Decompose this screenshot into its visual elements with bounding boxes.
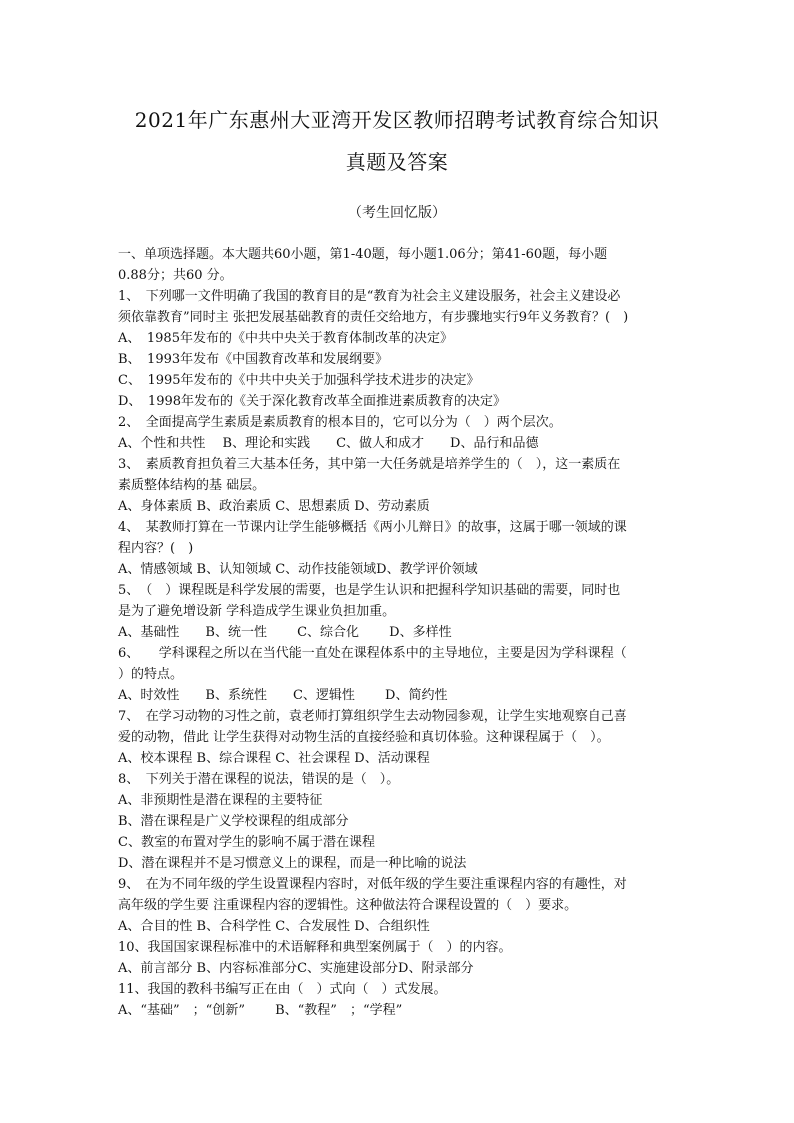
text-line: B、 1993年发布《中国教育改革和发展纲要》 xyxy=(118,352,389,367)
text-line: A、“基础” ；“创新” B、“教程” ；“学程” xyxy=(118,1003,403,1018)
text-line: 9、 在为不同年级的学生设置课程内容时，对低年级的学生要注重课程内容的有趣性，对 xyxy=(118,877,627,892)
text-line: 素质整体结构的基 础层。 xyxy=(118,478,266,493)
text-line: A、情感领域 B、认知领域 C、动作技能领域D、教学评价领域 xyxy=(118,562,478,577)
text-line: 一、单项选择题。本大题共60小题，第1-40题，每小题1.06分；第41-60题，每小题 xyxy=(118,247,608,262)
text-line: 5、 （ ）课程既是科学发展的需要，也是学生认识和把握科学知识基础的需要，同时也 xyxy=(118,583,621,598)
document-body xyxy=(118,244,678,1021)
text-line: 1、 下列哪一文件明确了我国的教育目的是“教育为社会主义建设服务，社会主义建设必 xyxy=(118,289,621,304)
text-line: A、校本课程 B、综合课程 C、社会课程 D、活动课程 xyxy=(118,751,430,766)
text-line: A、合目的性 B、合科学性 C、合发展性 D、合组织性 xyxy=(118,919,430,934)
text-line: A、 1985年发布的《中共中央关于教育体制改革的决定》 xyxy=(118,331,453,346)
text-line: B、潜在课程是广义学校课程的组成部分 xyxy=(118,814,349,829)
document-title-line-2: 真题及答案 xyxy=(345,150,449,174)
text-line: 0.88分；共60 分。 xyxy=(118,268,233,283)
text-line: 10、我国国家课程标准中的术语解释和典型案例属于（ ）的内容。 xyxy=(118,940,512,955)
text-line: A、基础性 B、统一性 C、综合化 D、多样性 xyxy=(118,625,452,640)
text-line: 高年级的学生要 注重课程内容的逻辑性。这种做法符合课程设置的（ ）要求。 xyxy=(118,898,578,913)
document-subtitle: （考生回忆版） xyxy=(348,205,446,221)
text-line: 11、我国的教科书编写正在由（ ）式向（ ）式发展。 xyxy=(118,982,447,997)
text-line: 是为了避免增设新 学科造成学生课业负担加重。 xyxy=(118,604,396,619)
text-line: 7、 在学习动物的习性之前，袁老师打算组织学生去动物园参观，让学生实地观察自己喜 xyxy=(118,709,627,724)
text-line: 4、 某教师打算在一节课内让学生能够概括《两小儿辩日》的故事，这属于哪一领域的课 xyxy=(118,520,627,535)
text-line: 2、 全面提高学生素质是素质教育的根本目的，它可以分为（ ）两个层次。 xyxy=(118,415,562,430)
text-line: 程内容？( ) xyxy=(118,541,194,556)
text-line: A、身体素质 B、政治素质 C、思想素质 D、劳动素质 xyxy=(118,499,430,514)
text-line: 爱的动物，借此 让学生获得对动物生活的直接经验和真切体验。这种课程属于（ ）。 xyxy=(118,730,610,745)
document-title-line-1: 2021年广东惠州大亚湾开发区教师招聘考试教育综合知识 xyxy=(134,108,660,132)
text-line: A、时效性 B、系统性 C、逻辑性 D、简约性 xyxy=(118,688,448,703)
text-line: C、 1995年发布的《中共中央关于加强科学技术进步的决定》 xyxy=(118,373,480,388)
text-line: 3、 素质教育担负着三大基本任务，其中第一大任务就是培养学生的（ ），这一素质在 xyxy=(118,457,621,472)
text-line: A、非预期性是潜在课程的主要特征 xyxy=(118,793,323,808)
text-line: 6、 学科课程之所以在当代能一直处在课程体系中的主导地位，主要是因为学科课程（ xyxy=(118,646,627,661)
text-line: C、教室的布置对学生的影响不属于潜在课程 xyxy=(118,835,375,850)
text-line: ）的特点。 xyxy=(118,667,184,682)
text-line: A、前言部分 B、内容标准部分C、实施建设部分D、附录部分 xyxy=(118,961,474,976)
text-line: 8、 下列关于潜在课程的说法，错误的是（ ）。 xyxy=(118,772,400,787)
text-line: D、潜在课程并不是习惯意义上的课程，而是一种比喻的说法 xyxy=(118,856,467,871)
text-line: 须依靠教育”同时主 张把发展基础教育的责任交给地方，有步骤地实行9年义务教育？( ) xyxy=(118,310,629,325)
text-line: D、 1998年发布的《关于深化教育改革全面推进素质教育的决定》 xyxy=(118,394,507,409)
text-line: A、个性和共性 B、理论和实践 C、做人和成才 D、品行和品德 xyxy=(118,436,539,451)
